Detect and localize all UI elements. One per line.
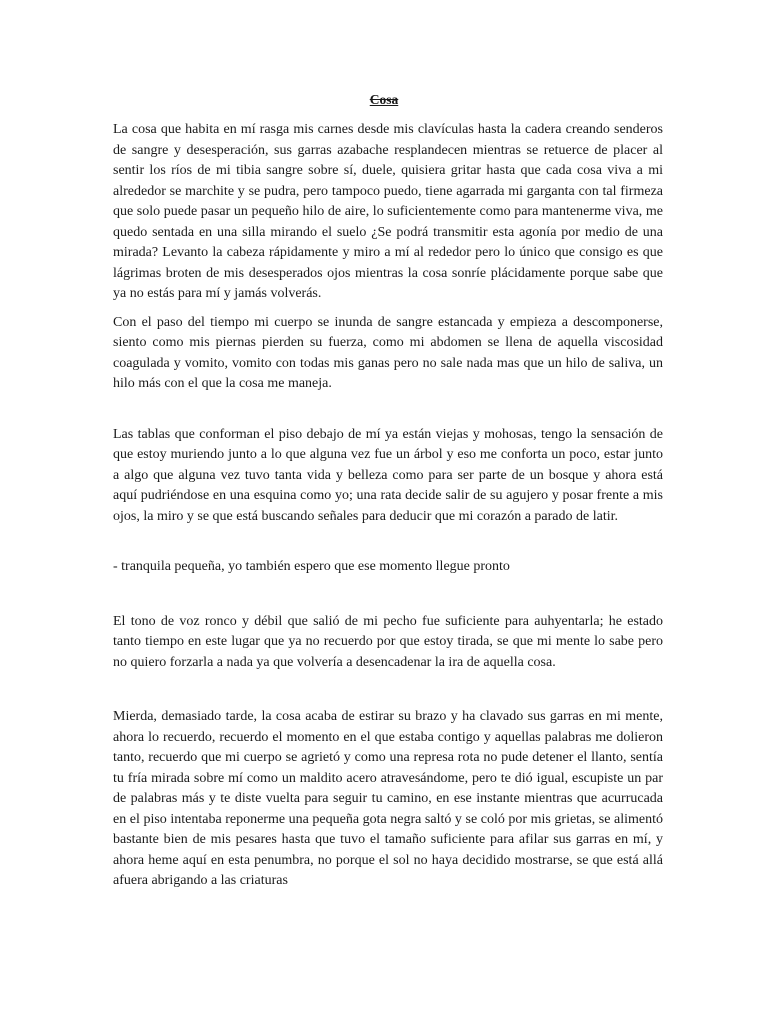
paragraph-3: Las tablas que conforman el piso debajo de mí ya están viejas y mohosas, tengo la sensación de que estoy muriendo junto a lo que alguna vez fue un árbol y eso me conforta un poco, estar junto a algo que alguna vez tuvo tanta vida y belleza como para ser parte de un bosque y ahora está aquí pudriéndose en una esquina como yo; una rata decide salir de su agujero y posar frente a mis ojos, la miro y se que está buscando señales para deducir que mi corazón a parado de latir. (113, 426, 663, 524)
paragraph-spacer (113, 395, 663, 425)
paragraph-4: El tono de voz ronco y débil que salió de mi pecho fue suficiente para auhyentarla; he estado tanto tiempo en este lugar que ya no recuerdo por que estoy tirada, se que mi mente lo sabe pero no quiero forzarla a nada ya que volvería a desencadenar la ira de aquella cosa. (113, 613, 663, 670)
paragraph-spacer (113, 673, 663, 707)
paragraph-spacer (113, 305, 663, 313)
dialogue-line: - tranquila pequeña, yo también espero que ese momento llegue pronto (113, 559, 510, 574)
paragraph-spacer (113, 578, 663, 612)
document-body (113, 120, 663, 892)
document-title: Cosa (369, 92, 399, 107)
paragraph-5: Mierda, demasiado tarde, la cosa acaba de estirar su brazo y ha clavado sus garras en mi mente, ahora lo recuerdo, recuerdo el momento en el que estaba contigo y aquellas palabras me dolieron tanto, recuerdo que mi cuerpo se agrietó y como una represa rota no pude detener el llanto, sentía tu fría mirada sobre mí como un maldito acero atravesándome, pero te dió igual, escupiste un par de palabras más y te diste vuelta para seguir tu camino, en ese instante mientras que acurrucada en el piso intentaba reponerme una pequeña gota negra saltó y se coló por mis grietas, se alimentó bastante bien de mis pesares hasta que tuvo el tamaño suficiente para afilar sus garras en mí, y ahora heme aquí en esta penumbra, no porque el sol no haya decidido mostrarse, se que está allá afuera abrigando a las criaturas (113, 709, 663, 888)
paragraph-1: La cosa que habita en mí rasga mis carnes desde mis clavículas hasta la cadera creando senderos de sangre y desesperación, sus garras azabache resplandecen mientras se retuerce de placer al sentir los ríos de mi tibia sangre sobre sí, duele, quisiera gritar hasta que cada cosa viva a mi alrededor se marchite y se pudra, pero tampoco puedo, tiene agarrada mi garganta con tal firmeza que solo puede pasar un pequeño hilo de aire, lo suficientemente como para mantenerme viva, me quedo sentada en una silla mirando el suelo ¿Se podrá transmitir esta agonía por medio de una mirada? Levanto la cabeza rápidamente y miro a mí al rededor pero lo único que consigo es que lágrimas broten de mis desesperados ojos mientras la cosa sonríe plácidamente porque sabe que ya no estás para mí y jamás volverás. (113, 122, 663, 301)
paragraph-2: Con el paso del tiempo mi cuerpo se inunda de sangre estancada y empieza a descomponerse, siento como mis piernas pierden su fuerza, como mi abdomen se llena de aquella viscosidad coagulada y vomito, vomito con todas mis ganas pero no sale nada mas que un hilo de saliva, un hilo más con el que la cosa me maneja. (113, 314, 663, 391)
paragraph-spacer (113, 527, 663, 557)
